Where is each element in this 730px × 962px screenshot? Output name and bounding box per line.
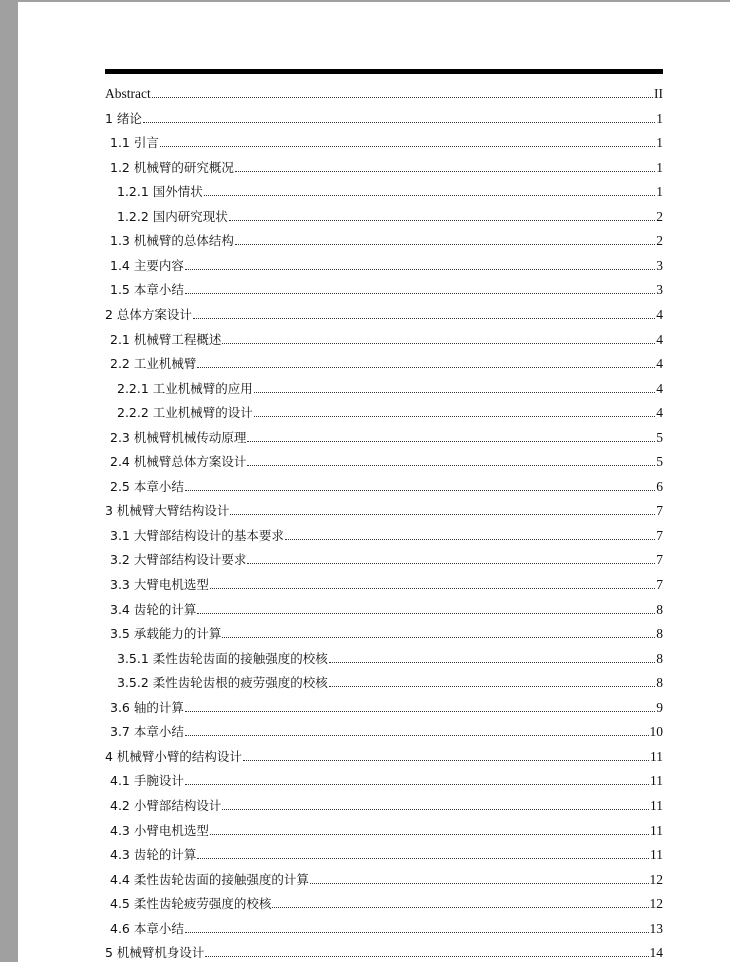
toc-entry-page-number: 8 — [656, 626, 663, 642]
dot-leader — [152, 96, 653, 98]
toc-entry-title: 1.3 机械臂的总体结构 — [110, 233, 234, 249]
toc-entry-page-number: II — [654, 86, 663, 101]
toc-entry-page-number: 7 — [656, 577, 663, 592]
toc-entry-title: 3.6 轴的计算 — [110, 699, 184, 715]
toc-entry[interactable] — [105, 450, 663, 470]
toc-entry[interactable] — [105, 769, 663, 789]
toc-entry[interactable] — [105, 573, 663, 593]
toc-entry[interactable] — [105, 745, 663, 765]
toc-entry-page-number: 11 — [650, 748, 663, 764]
dot-leader — [197, 366, 655, 368]
toc-entry-title: Abstract — [105, 86, 151, 101]
dot-leader — [160, 145, 655, 147]
toc-entry-title: 1.1 引言 — [110, 135, 159, 151]
dot-leader — [204, 194, 655, 196]
toc-entry-title: 3.1 大臂部结构设计的基本要求 — [110, 527, 284, 543]
toc-entry-title: 4.6 本章小结 — [110, 920, 184, 936]
dot-leader — [185, 783, 649, 785]
dot-leader — [329, 661, 655, 663]
toc-entry-page-number: 8 — [656, 650, 663, 666]
toc-entry-title: 5 机械臂机身设计 — [105, 945, 205, 961]
toc-entry-title: 2.1 机械臂工程概述 — [110, 331, 222, 347]
dot-leader — [222, 636, 655, 638]
dot-leader — [185, 292, 655, 294]
toc-entry-page-number: 9 — [656, 699, 663, 715]
toc-entry[interactable] — [105, 647, 663, 667]
toc-entry-title: 4.3 小臂电机选型 — [110, 822, 209, 838]
toc-entry[interactable] — [105, 401, 663, 421]
toc-entry-page-number: 8 — [656, 675, 663, 691]
toc-entry-page-number: 5 — [656, 454, 663, 470]
toc-entry-page-number: 2 — [656, 208, 663, 224]
toc-entry[interactable] — [105, 499, 663, 519]
toc-entry-page-number: 13 — [649, 920, 663, 936]
header-rule — [105, 69, 663, 74]
toc-entry-page-number: 8 — [656, 601, 663, 617]
toc-entry[interactable] — [105, 819, 663, 839]
toc-entry-page-number: 7 — [656, 552, 663, 568]
toc-entry[interactable] — [105, 352, 663, 372]
dot-leader — [222, 342, 655, 344]
dot-leader — [247, 562, 655, 564]
dot-leader — [254, 391, 655, 393]
toc-entry-title: 4.2 小臂部结构设计 — [110, 797, 222, 813]
toc-entry-page-number: 11 — [650, 797, 663, 813]
dot-leader — [329, 685, 655, 687]
toc-entry[interactable] — [105, 598, 663, 618]
dot-leader — [310, 882, 649, 884]
dot-leader — [143, 121, 655, 123]
toc-entry[interactable] — [105, 205, 663, 225]
toc-entry-title: 2.5 本章小结 — [110, 478, 184, 494]
toc-entry[interactable] — [105, 868, 663, 888]
dot-leader — [247, 464, 655, 466]
dot-leader — [210, 587, 655, 589]
toc-entry[interactable] — [105, 475, 663, 495]
dot-leader — [247, 440, 655, 442]
toc-entry-page-number: 4 — [656, 405, 663, 421]
dot-leader — [285, 538, 655, 540]
toc-entry[interactable] — [105, 303, 663, 323]
toc-entry[interactable] — [105, 524, 663, 544]
dot-leader — [222, 808, 649, 810]
toc-entry-title: 3.4 齿轮的计算 — [110, 601, 197, 617]
toc-entry-title: 4.1 手腕设计 — [110, 773, 184, 789]
toc-entry-title: 2.3 机械臂机械传动原理 — [110, 429, 247, 445]
toc-entry-page-number: 2 — [656, 233, 663, 249]
dot-leader — [185, 268, 655, 270]
toc-entry-title: 2.2.2 工业机械臂的设计 — [117, 405, 253, 421]
toc-entry-title: 4 机械臂小臂的结构设计 — [105, 748, 242, 764]
toc-entry[interactable] — [105, 107, 663, 127]
toc-entry-title: 1.2 机械臂的研究概况 — [110, 159, 234, 175]
toc-entry-page-number: 3 — [656, 282, 663, 298]
toc-entry-page-number: 4 — [656, 331, 663, 347]
toc-entry-title: 2 总体方案设计 — [105, 306, 192, 322]
toc-entry-title: 3 机械臂大臂结构设计 — [105, 503, 230, 519]
toc-entry-title: 4.4 柔性齿轮齿面的接触强度的计算 — [110, 871, 309, 887]
toc-entry-page-number: 1 — [656, 159, 663, 175]
toc-entry-title: 1.4 主要内容 — [110, 257, 184, 273]
toc-entry[interactable] — [105, 794, 663, 814]
toc-entry[interactable] — [105, 278, 663, 298]
toc-entry-title: 3.5.1 柔性齿轮齿面的接触强度的校核 — [117, 650, 328, 666]
toc-entry[interactable] — [105, 426, 663, 446]
document-page — [18, 2, 730, 962]
toc-entry-title: 1.5 本章小结 — [110, 282, 184, 298]
toc-entry-page-number: 11 — [650, 847, 663, 863]
toc-entry[interactable] — [105, 82, 663, 102]
dot-leader — [235, 170, 655, 172]
toc-entry-page-number: 1 — [656, 184, 663, 200]
dot-leader — [185, 710, 655, 712]
toc-entry-title: 2.4 机械臂总体方案设计 — [110, 454, 247, 470]
dot-leader — [235, 243, 655, 245]
toc-entry[interactable] — [105, 180, 663, 200]
toc-entry-title: 3.3 大臂电机选型 — [110, 577, 209, 592]
toc-entry-page-number: 10 — [649, 724, 663, 740]
toc-entry-page-number: 7 — [656, 503, 663, 519]
toc-entry-page-number: 3 — [656, 257, 663, 273]
toc-entry-page-number: 4 — [656, 306, 663, 322]
toc-entry-title: 2.2 工业机械臂 — [110, 356, 197, 372]
toc-entry-title: 2.2.1 工业机械臂的应用 — [117, 380, 253, 396]
dot-leader — [185, 931, 649, 933]
toc-entry-title: 1.2.2 国内研究现状 — [117, 208, 228, 224]
dot-leader — [193, 317, 655, 319]
toc-entry-page-number: 12 — [649, 896, 663, 912]
dot-leader — [243, 759, 649, 761]
toc-entry[interactable] — [105, 229, 663, 249]
toc-entry-page-number: 14 — [649, 945, 663, 961]
toc-entry[interactable] — [105, 156, 663, 176]
toc-entry-title: 4.3 齿轮的计算 — [110, 847, 197, 863]
toc-entry-title: 1.2.1 国外情状 — [117, 184, 203, 200]
dot-leader — [205, 955, 648, 957]
toc-entry-page-number: 1 — [656, 135, 663, 151]
dot-leader — [272, 906, 648, 908]
toc-entry-page-number: 4 — [656, 380, 663, 396]
toc-entry[interactable] — [105, 696, 663, 716]
dot-leader — [197, 612, 655, 614]
toc-entry[interactable] — [105, 892, 663, 912]
toc-entry[interactable] — [105, 254, 663, 274]
dot-leader — [185, 734, 649, 736]
toc-entry[interactable] — [105, 843, 663, 863]
toc-entry[interactable] — [105, 720, 663, 740]
dot-leader — [185, 489, 655, 491]
toc-entry[interactable] — [105, 622, 663, 642]
toc-entry[interactable] — [105, 917, 663, 937]
dot-leader — [210, 833, 649, 835]
toc-entry-page-number: 7 — [656, 527, 663, 543]
toc-entry-page-number: 11 — [650, 773, 663, 789]
dot-leader — [230, 513, 655, 515]
toc-entry-page-number: 1 — [656, 110, 663, 126]
toc-entry[interactable] — [105, 377, 663, 397]
dot-leader — [229, 219, 655, 221]
toc-entry-page-number: 5 — [656, 429, 663, 445]
toc-entry-title: 3.5.2 柔性齿轮齿根的疲劳强度的校核 — [117, 675, 328, 691]
toc-entry-title: 1 绪论 — [105, 110, 142, 126]
toc-entry-page-number: 4 — [656, 356, 663, 372]
toc-entry-page-number: 12 — [649, 871, 663, 887]
toc-entry-title: 3.7 本章小结 — [110, 724, 184, 740]
toc-entry-page-number: 11 — [650, 822, 663, 838]
toc-entry[interactable] — [105, 131, 663, 151]
toc-entry[interactable] — [105, 328, 663, 348]
toc-entry[interactable] — [105, 671, 663, 691]
toc-entry[interactable] — [105, 548, 663, 568]
dot-leader — [254, 415, 655, 417]
toc-entry-title: 3.2 大臂部结构设计要求 — [110, 552, 247, 568]
toc-entry-title: 4.5 柔性齿轮疲劳强度的校核 — [110, 896, 272, 912]
toc-entry[interactable] — [105, 941, 663, 961]
toc-entry-page-number: 6 — [656, 478, 663, 494]
toc-entry-title: 3.5 承载能力的计算 — [110, 626, 222, 642]
dot-leader — [197, 857, 649, 859]
